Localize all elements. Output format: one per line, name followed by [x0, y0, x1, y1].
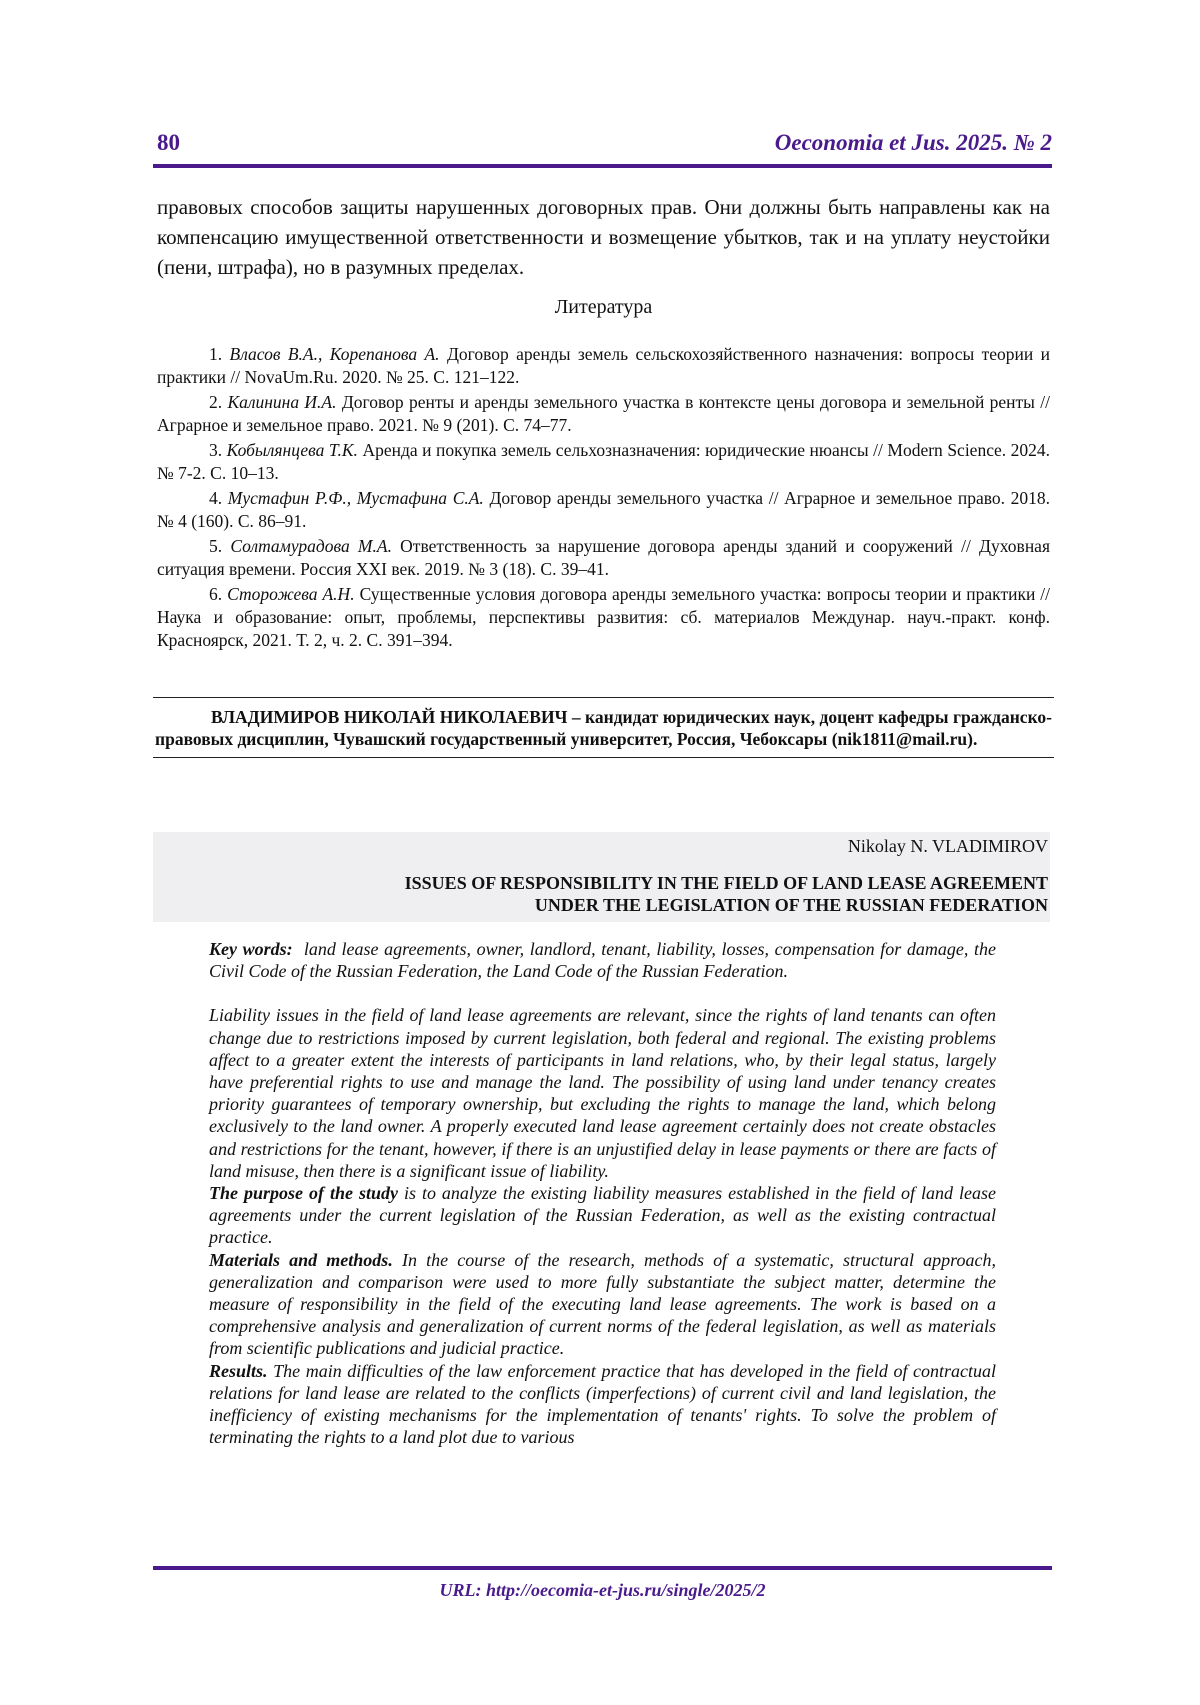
- reference-item: 1. Власов В.А., Корепанова А. Договор аренды земель сельскохозяйственного назначения: вопросы теории и практики // NovaUm.Ru. 2020. № 25. С. 121–122.: [157, 344, 1051, 387]
- english-header-block: [153, 832, 1050, 922]
- footer-url[interactable]: URL: http://oecomia-et-jus.ru/single/2025/2: [439, 1580, 766, 1600]
- keywords: Key words: land lease agreements, owner, landlord, tenant, liability, losses, compensation for damage, the Civil Code of the Russian Federation, the Land Code of the Russian Federation.: [209, 939, 997, 982]
- page-number: 80: [157, 130, 180, 155]
- body-paragraph: правовых способов защиты нарушенных договорных прав. Они должны быть направлены как на компенсацию имущественной ответственности и возмещение убытков, так и на уплату неустойки (пени, штрафа), но в разумных пределах.: [157, 195, 1050, 279]
- header-rule: [153, 164, 1052, 168]
- journal-title: Oeconomia et Jus. 2025. № 2: [774, 130, 1052, 155]
- author-info: ВЛАДИМИРОВ НИКОЛАЙ НИКОЛАЕВИЧ – кандидат юридических наук, доцент кафедры гражданско-правовых дисциплин, Чувашский государственный университет, Россия, Чебоксары (nik1811@mail.ru).: [153, 697, 1054, 758]
- abstract-intro: Liability issues in the field of land lease agreements are relevant, since the rights of land tenants can often change due to restrictions imposed by current legislation, both federal and regional. The existing problems affect to a greater extent the interests of participants in land relations, who, by their legal status, largely have preferential rights to use and manage the land. The possibility of using land under tenancy creates priority guarantees of temporary ownership, but excluding the rights to manage the land, which belong exclusively to the land owner. A properly executed land lease agreement certainly does not create obstacles and restrictions for the tenant, however, if there is an unjustified delay in lease payments or there are facts of land misuse, then there is a significant issue of liability.: [209, 1005, 996, 1181]
- literature-heading: Литература: [554, 296, 653, 318]
- english-abstract: [209, 938, 996, 1448]
- reference-item: 5. Солтамурадова М.А. Ответственность за нарушение договора аренды зданий и сооружений // Духовная ситуация времени. Россия XXI век. 2019. № 3 (18). С. 39–41.: [157, 536, 1050, 579]
- reference-item: 6. Сторожева А.Н. Существенные условия договора аренды земельного участка: вопросы теории и практики // Наука и образование: опыт, проблемы, перспективы развития: сб. материалов Междунар. науч.-практ. конф. Красноярск, 2021. Т. 2, ч. 2. С. 391–394.: [157, 584, 1051, 650]
- footer-rule: [153, 1566, 1052, 1570]
- reference-list: [157, 343, 1050, 654]
- english-title: ISSUES OF RESPONSIBILITY IN THE FIELD OF LAND LEASE AGREEMENT UNDER THE LEGISLATION OF THE RUSSIAN FEDERATION: [404, 873, 1048, 915]
- abstract-methods: Materials and methods. In the course of the research, methods of a systematic, structural approach, generalization and comparison were used to more fully substantiate the subject matter, determine the measure of responsibility in the field of the executing land lease agreements. The work is based on a comprehensive analysis and generalization of current norms of the federal legislation, as well as materials from scientific publications and judicial practice.: [209, 1249, 997, 1359]
- abstract-purpose: The purpose of the study is to analyze the existing liability measures established in the field of land lease agreements under the current legislation of the Russian Federation, as well as the existing contractual practice.: [209, 1183, 997, 1248]
- page-header: [157, 130, 1052, 162]
- reference-item: 2. Калинина И.А. Договор ренты и аренды земельного участка в контексте цены договора и земельной ренты // Аграрное и земельное право. 2021. № 9 (201). С. 74–77.: [157, 392, 1050, 435]
- reference-item: 3. Кобылянцева Т.К. Аренда и покупка земель сельхозназначения: юридические нюансы // Modern Science. 2024. № 7-2. С. 10–13.: [157, 440, 1051, 483]
- reference-item: 4. Мустафин Р.Ф., Мустафина С.А. Договор аренды земельного участка // Аграрное и земельное право. 2018. № 4 (160). С. 86–91.: [157, 488, 1051, 531]
- english-author: Nikolay N. VLADIMIROV: [847, 836, 1048, 856]
- abstract-results: Results. The main difficulties of the law enforcement practice that has developed in the field of contractual relations for land lease are related to the conflicts (imperfections) of current civil and land legislation, the inefficiency of existing mechanisms for the implementation of tenants' rights. To solve the problem of terminating the rights to a land plot due to various: [209, 1360, 997, 1448]
